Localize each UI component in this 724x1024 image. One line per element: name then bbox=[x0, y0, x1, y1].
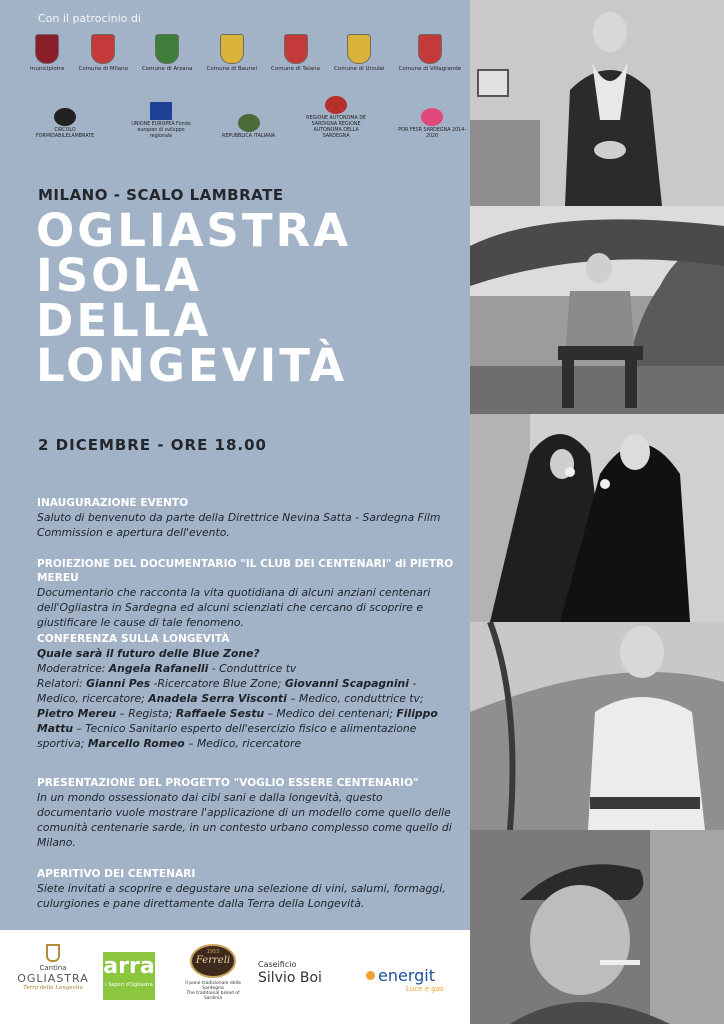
patron-logo-caption: municipiotre bbox=[30, 66, 65, 72]
energit-name: energit bbox=[378, 966, 435, 985]
patron-logo bbox=[142, 34, 193, 72]
patron-logo bbox=[271, 34, 320, 72]
patron-logo bbox=[334, 34, 385, 72]
section-heading: APERITIVO DEI CENTENARI bbox=[37, 868, 196, 880]
arra-name: arra bbox=[103, 954, 155, 979]
section-body: Saluto di benvenuto da parte della Direttrice Nevina Satta - Sardegna Film Commission e apertura dell'evento. bbox=[37, 511, 441, 539]
section-conference bbox=[37, 632, 457, 751]
partner-logo bbox=[301, 96, 371, 140]
patron-logo bbox=[207, 34, 257, 72]
energit-tag: Luce e gas bbox=[406, 985, 444, 993]
section-heading: PRESENTAZIONE DEL PROGETTO "VOGLIO ESSERE CENTENARIO" bbox=[37, 777, 419, 789]
ferreli-year: 1953 bbox=[206, 949, 220, 955]
section-documentary bbox=[37, 557, 457, 630]
photo-elderly-man-under-tree bbox=[470, 206, 724, 414]
partner-logo-caption: UNIONE EUROPEA Fondo europeo di sviluppo regionale bbox=[131, 122, 191, 139]
patron-logo-caption: Comune di Talana bbox=[271, 66, 321, 72]
conference-question: Quale sarà il futuro delle Blue Zone? bbox=[37, 647, 260, 660]
patronage-label: Con il patrocinio di bbox=[38, 12, 141, 25]
crest-icon bbox=[347, 34, 371, 64]
section-body: In un mondo ossessionato dai cibi sani e dalla longevità, questo documentario vuole mostrare l'applicazione di un modello come quello delle comunità centenarie sarde, in un contesto urbano complesso come quello di Milano. bbox=[37, 791, 452, 849]
wine-glass-icon bbox=[46, 944, 60, 962]
photo-two-women-coffee bbox=[470, 414, 724, 622]
crest-icon bbox=[284, 34, 308, 64]
conference-speakers: Moderatrice: Angela Rafanelli - Conduttrice tv Relatori: Gianni Pes -Ricercatore Blue Zone; Giovanni Scapagnini - Medico, ricercatore; Anadela Serra Visconti – Medico, conduttrice tv; Pietro Mereu – Regista; Raffaele Sestu – Medico dei centenari; Filippo Mattu – Tecnico Sanitario esperto dell'esercizio fisico e alimentazione sportiva; Marcello Romeo – Medico, ricercatore bbox=[37, 662, 438, 750]
section-inauguration bbox=[37, 496, 457, 540]
title-line: LONGEVITÀ bbox=[36, 339, 348, 392]
section-heading: PROIEZIONE DEL DOCUMENTARIO "IL CLUB DEI CENTENARI" di PIETRO MEREU bbox=[37, 558, 454, 584]
section-aperitivo bbox=[37, 867, 457, 911]
title-line: ISOLA bbox=[36, 249, 202, 302]
partner-logo bbox=[30, 108, 100, 140]
title-line: DELLA bbox=[36, 294, 212, 347]
photo-column bbox=[470, 0, 724, 1024]
section-heading: INAUGURAZIONE EVENTO bbox=[37, 497, 189, 509]
partner-emblem-icon bbox=[325, 96, 347, 114]
ferreli-name: Ferreli bbox=[195, 955, 231, 966]
crest-icon bbox=[155, 34, 179, 64]
photo-elderly-woman-seated bbox=[470, 0, 724, 206]
patron-logo bbox=[30, 34, 64, 72]
patron-logo bbox=[78, 34, 127, 72]
section-project bbox=[37, 776, 457, 850]
partner-logo-caption: POR FESR SARDEGNA 2014-2020 bbox=[398, 128, 466, 139]
section-heading: CONFERENZA SULLA LONGEVITÀ bbox=[37, 633, 230, 645]
boi-name: Silvio Boi bbox=[258, 970, 322, 986]
partner-logo bbox=[126, 102, 196, 140]
boi-top: Caseificio bbox=[258, 960, 297, 969]
energit-logo bbox=[366, 966, 466, 985]
crest-icon bbox=[418, 34, 442, 64]
cantina-name: OGLIASTRA bbox=[17, 972, 89, 985]
sponsor-cantina-ogliastra bbox=[16, 944, 90, 991]
event-title bbox=[36, 204, 456, 392]
section-body: Siete invitati a scoprire e degustare una selezione di vini, salumi, formaggi, culurgiones e pane direttamente dalla Terra della Longevità. bbox=[37, 882, 446, 910]
event-date: 2 DICEMBRE - ORE 18.00 bbox=[38, 436, 267, 454]
partner-emblem-icon bbox=[421, 108, 443, 126]
crest-icon bbox=[91, 34, 115, 64]
partner-emblem-icon bbox=[150, 102, 172, 120]
patron-logo bbox=[399, 34, 462, 72]
arra-tag: i Sapori d'Ogliastra bbox=[105, 982, 153, 988]
ferreli-badge bbox=[190, 944, 236, 978]
patron-logo-caption: Comune di Urzulei bbox=[334, 66, 385, 72]
crest-icon bbox=[35, 34, 59, 64]
sponsors-footer bbox=[0, 930, 470, 1024]
ferreli-tag-en: The traditional bread of Sardinia bbox=[186, 991, 240, 1001]
section-body: Documentario che racconta la vita quotidiana di alcuni anziani centenari dell'Ogliastra in Sardegna ed alcuni scienziati che cercano di scoprire e giustificare le cause di tale fenomeno. bbox=[37, 586, 431, 629]
partner-emblem-icon bbox=[238, 114, 260, 132]
patron-logo-caption: Comune di Arzana bbox=[141, 66, 193, 72]
cantina-tag: Terra della Longevità bbox=[23, 985, 83, 991]
cantina-top: Cantina bbox=[39, 964, 67, 972]
sponsor-energit bbox=[366, 966, 466, 993]
partner-logo-caption: CIRCOLO FORMIDABILELAMBRATE bbox=[35, 128, 95, 139]
patron-logo-caption: Comune di Villagrande bbox=[398, 66, 462, 72]
partner-emblem-icon bbox=[54, 108, 76, 126]
event-location: MILANO - SCALO LAMBRATE bbox=[38, 186, 284, 204]
patron-logo-caption: Comune di Milano bbox=[78, 66, 128, 72]
partner-logo-caption: REGIONE AUTONOMA DE SARDIGNA REGIONE AUTONOMA DELLA SARDEGNA bbox=[306, 116, 367, 139]
partner-logo bbox=[222, 114, 275, 140]
sponsor-silvio-boi bbox=[258, 960, 354, 986]
photo-elderly-man-cap bbox=[470, 830, 724, 1024]
crest-icon bbox=[220, 34, 244, 64]
patron-logos-row bbox=[30, 34, 475, 72]
sun-icon bbox=[366, 971, 375, 980]
ferreli-tag-it: Il pane tradizionale della Sardegna bbox=[185, 981, 241, 991]
sponsor-ferreli bbox=[178, 944, 248, 1001]
patron-logo-caption: Comune di Baunei bbox=[206, 66, 257, 72]
sponsor-arra bbox=[103, 952, 155, 1000]
title-line: OGLIASTRA bbox=[36, 204, 352, 257]
partner-logo bbox=[397, 108, 467, 140]
photo-elderly-man-white-shirt bbox=[470, 622, 724, 830]
partner-logo-caption: REPUBBLICA ITALIANA bbox=[222, 134, 276, 139]
